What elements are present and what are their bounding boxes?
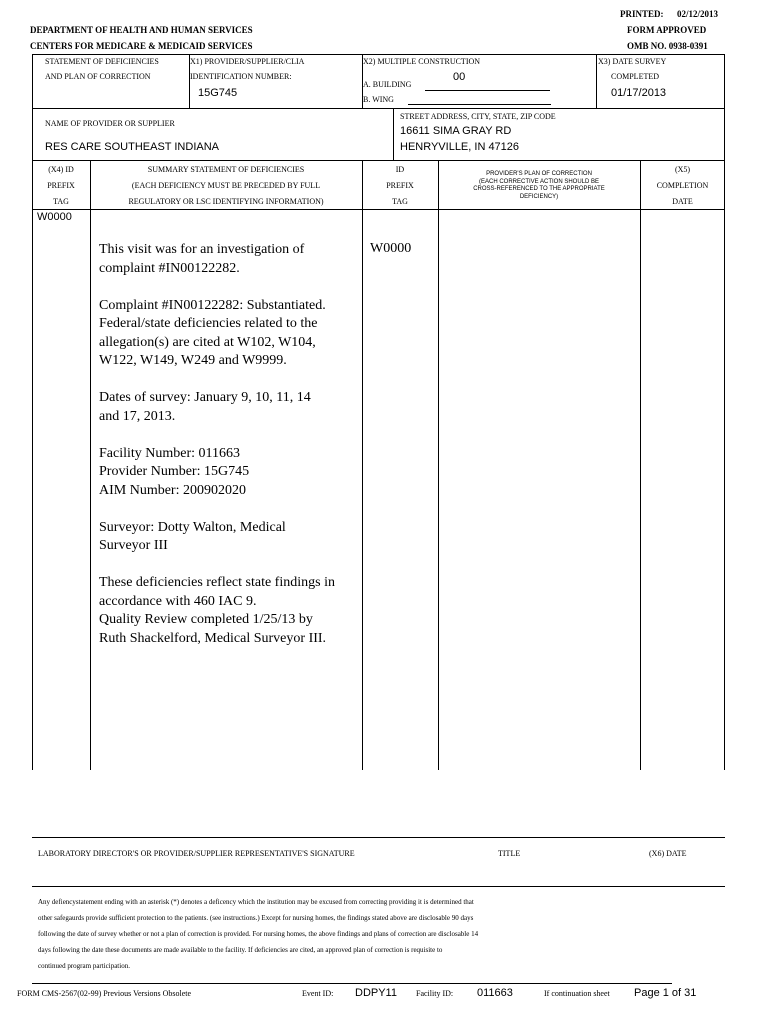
- disclaimer: [38, 894, 718, 974]
- statement-label-1: STATEMENT OF DEFICIENCIES: [45, 57, 159, 66]
- text-line: Federal/state deficiencies related to the: [99, 316, 318, 331]
- plan-label: [439, 171, 639, 201]
- centers-title: CENTERS FOR MEDICARE & MEDICAID SERVICES: [30, 41, 253, 51]
- building-label: A. BUILDING: [363, 80, 412, 89]
- disclaimer-line: days following the date these documents are made available to the facility. If deficiencies are cited, an approved plan of correction is requisite to: [38, 946, 443, 954]
- summary-label-1: SUMMARY STATEMENT OF DEFICIENCIES: [147, 165, 305, 174]
- x3-label-2: COMPLETED: [611, 72, 659, 81]
- form-approved: FORM APPROVED: [627, 25, 707, 35]
- address-label: STREET ADDRESS, CITY, STATE, ZIP CODE: [400, 112, 556, 121]
- continuation-label: If continuation sheet: [544, 989, 610, 998]
- right-tag: W0000: [370, 241, 412, 256]
- left-tag: W0000: [37, 211, 72, 223]
- x3-label-1: X3) DATE SURVEY: [598, 57, 667, 66]
- omb-number: OMB NO. 0938-0391: [627, 41, 708, 51]
- printed-date: 02/12/2013: [677, 9, 719, 19]
- address-line-2: HENRYVILLE, IN 47126: [400, 141, 520, 153]
- deficiency-summary: [99, 241, 361, 648]
- provider-name-label: NAME OF PROVIDER OR SUPPLIER: [45, 119, 175, 128]
- construction-value: 00: [453, 71, 466, 83]
- disclaimer-line: other safegaurds provide sufficient protection to the patients. (see instructions.) Except for nursing homes, the findings stated above are disclosable 90 days: [38, 914, 474, 922]
- x4-label-3: TAG: [53, 197, 69, 206]
- disclaimer-line: continued program participation.: [38, 962, 130, 970]
- text-line: These deficiencies reflect state findings in: [99, 575, 335, 590]
- event-id-value: DDPY11: [355, 987, 397, 999]
- title-label: TITLE: [498, 849, 521, 858]
- text-line: Complaint #IN00122282: Substantiated.: [99, 297, 326, 313]
- paragraph: [99, 389, 361, 426]
- paragraph: [99, 445, 361, 501]
- text-line: Provider Number: 15G745: [99, 464, 250, 479]
- text-line: Surveyor III: [99, 538, 168, 553]
- text-line: complaint #IN00122282.: [99, 260, 240, 276]
- x2-label: X2) MULTIPLE CONSTRUCTION: [363, 57, 481, 66]
- text-line: and 17, 2013.: [99, 408, 176, 424]
- text-line: accordance with 460 IAC 9.: [99, 593, 257, 609]
- x5-label-1: (X5): [674, 165, 691, 174]
- x5-label-3: DATE: [672, 197, 693, 206]
- text-line: Ruth Shackelford, Medical Surveyor III.: [99, 630, 327, 646]
- x5-label-2: COMPLETION: [656, 181, 709, 190]
- printed-label: PRINTED:: [620, 9, 664, 19]
- address-line-1: 16611 SIMA GRAY RD: [400, 125, 512, 137]
- paragraph: [99, 574, 361, 648]
- disclaimer-line: following the date of survey whether or not a plan of correction is provided. For nursing homes, the above findings and plans of correction are disclosable 14: [38, 930, 479, 938]
- x4-label-1: (X4) ID: [48, 165, 74, 174]
- form-number: FORM CMS-2567(02-99) Previous Versions Obsolete: [17, 989, 192, 998]
- plan-label-4: DEFICIENCY): [519, 193, 559, 200]
- id-label-3: TAG: [392, 197, 408, 206]
- paragraph: [99, 297, 361, 371]
- text-line: AIM Number: 200902020: [99, 482, 246, 498]
- plan-label-2: (EACH CORRECTIVE ACTION SHOULD BE: [478, 178, 600, 185]
- text-line: Dates of survey: January 9, 10, 11, 14: [99, 390, 311, 405]
- provider-name-value: RES CARE SOUTHEAST INDIANA: [45, 141, 219, 153]
- text-line: Facility Number: 011663: [99, 445, 241, 461]
- event-id-label: Event ID:: [302, 989, 334, 998]
- page-number: Page 1 of 31: [634, 987, 697, 999]
- survey-completed-date: 01/17/2013: [611, 87, 667, 99]
- date-label: (X6) DATE: [649, 849, 687, 858]
- text-line: allegation(s) are cited at W102, W104,: [99, 334, 316, 350]
- signature-label: LABORATORY DIRECTOR'S OR PROVIDER/SUPPLIER REPRESENTATIVE'S SIGNATURE: [38, 849, 355, 858]
- paragraph: [99, 519, 361, 556]
- x4-label-2: PREFIX: [47, 181, 75, 190]
- facility-id-label: Facility ID:: [416, 989, 454, 998]
- statement-label-2: AND PLAN OF CORRECTION: [45, 72, 151, 81]
- facility-id-value: 011663: [477, 987, 513, 999]
- text-line: Quality Review completed 1/25/13 by: [99, 612, 313, 627]
- department-title: DEPARTMENT OF HEALTH AND HUMAN SERVICES: [30, 25, 253, 35]
- x1-label-2: IDENTIFICATION NUMBER:: [190, 72, 292, 81]
- wing-label: B. WING: [363, 95, 394, 104]
- provider-id-value: 15G745: [198, 87, 238, 99]
- summary-label-2: (EACH DEFICIENCY MUST BE PRECEDED BY FULL: [131, 181, 321, 190]
- text-line: This visit was for an investigation of: [99, 242, 305, 257]
- id-label-2: PREFIX: [386, 181, 414, 190]
- x1-label-1: X1) PROVIDER/SUPPLIER/CLIA: [190, 57, 305, 66]
- id-label-1: ID: [395, 165, 405, 174]
- plan-label-3: CROSS-REFERENCED TO THE APPROPRIATE: [473, 186, 605, 192]
- text-line: Surveyor: Dotty Walton, Medical: [99, 519, 286, 535]
- plan-label-1: PROVIDER'S PLAN OF CORRECTION: [486, 171, 592, 177]
- summary-label-3: REGULATORY OR LSC IDENTIFYING INFORMATION): [128, 197, 324, 206]
- text-line: W122, W149, W249 and W9999.: [99, 353, 287, 368]
- disclaimer-line: Any defiencystatement ending with an asterisk (*) denotes a deficency which the institution may be excused from correcting providing it is determined that: [38, 898, 474, 906]
- paragraph: [99, 241, 361, 278]
